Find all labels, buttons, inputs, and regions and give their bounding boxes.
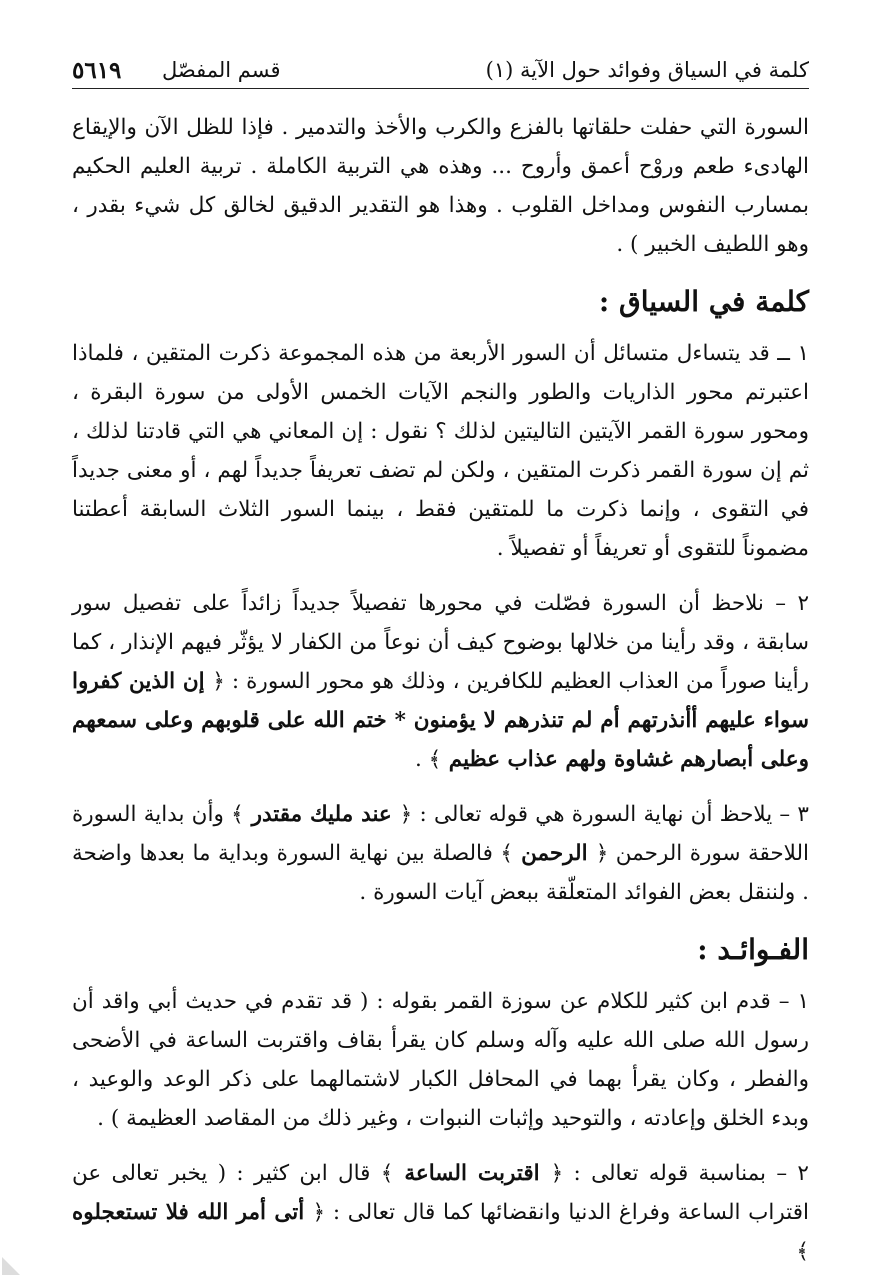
quote-close-bracket: ﴾ xyxy=(231,802,244,827)
context-paragraph-1: ١ ــ قد يتساءل متسائل أن السور الأربعة من هذه المجموعة ذكرت المتقين ، فلماذا اعتبرتم محور الذاريات والطور والنجم الآيات الخمس الأولى من سورة البقرة ، ومحور سورة القمر الآيتين التاليتين لذلك ؟ نقول : إن المعاني هي التي قادتنا لذلك ، ثم إن سورة القمر ذكرت المتقين ، ولكن لم تضف تعريفاً جديداً لهم ، أو معنى جديداً في التقوى ، وإنما ذكرت ما للمتقين فقط ، بينما السور الثلاث السابقة أعطتنا مضموناً للتقوى أو تعريفاً أو تفصيلاً . xyxy=(72,341,809,561)
page-content xyxy=(72,108,809,1283)
quran-quote xyxy=(231,802,412,827)
header-title: كلمة في السياق وفوائد حول الآية (١) xyxy=(485,58,809,82)
context-paragraph-2 xyxy=(72,584,809,779)
benefits-p2-mid: قال ابن كثير : ( يخبر تعالى عن اقتراب الساعة وفراغ الدنيا وانقضائها كما قال تعالى : xyxy=(72,1161,809,1225)
quote-close-bracket: ﴾ xyxy=(500,841,513,866)
quote-close-bracket: ﴾ xyxy=(380,1161,394,1186)
quote-text: أتى أمر الله فلا تستعجلوه xyxy=(72,1200,305,1225)
benefits-paragraph-2 xyxy=(72,1154,809,1271)
quote-open-bracket: ﴿ xyxy=(550,1161,564,1186)
quote-text: الرحمن xyxy=(521,841,588,866)
quote-text: عند مليك مقتدر xyxy=(251,802,392,827)
benefits-paragraph-1: ١ – قدم ابن كثير للكلام عن سوزة القمر بقوله : ( قد تقدم في حديث أبي واقد أن رسول الله صلى الله عليه وآله وسلم كان يقرأ بقاف واقتربت الساعة في الأضحى والفطر ، وكان يقرأ بهما في المحافل الكبار لاشتمالهما على ذكر الوعد والوعيد ، وبدء الخلق وإعادته ، والتوحيد وإثبات النبوات ، وغير ذلك من المقاصد العظيمة ) . xyxy=(72,989,809,1131)
quote-text: إن الذين كفروا سواء عليهم أأنذرتهم أم لم تنذرهم لا يؤمنون * ختم الله على قلوبهم وعلى سمعهم وعلى أبصارهم غشاوة ولهم عذاب عظيم xyxy=(72,669,809,772)
context-p3-start: ٣ – يلاحظ أن نهاية السورة هي قوله تعالى : xyxy=(419,802,809,827)
quran-quote xyxy=(500,841,608,866)
context-p2-text: ٢ – نلاحظ أن السورة فصّلت في محورها تفصيلاً جديداً زائداً على تفصيل سور سابقة ، وقد رأينا من خلالها بوضوح كيف أن نوعاً من الكفار لا يؤثّر فيهم الإنذار ، كما رأينا صوراً من العذاب العظيم للكافرين ، وذلك هو محور السورة : xyxy=(72,591,809,694)
quote-open-bracket: ﴿ xyxy=(212,669,225,694)
intro-paragraph: السورة التي حفلت حلقاتها بالفزع والكرب والأخذ والتدمير . فإذا للظل الآن والإيقاع الهادىء طعم وروْح أعمق وأروح ... وهذه هي التربية الكاملة . تربية العليم الحكيم بمسارب النفوس ومداخل القلوب . وهذا هو التقدير الدقيق لخالق كل شيء بقدر ، وهو اللطيف الخبير ) . xyxy=(72,115,809,257)
running-header xyxy=(72,48,809,89)
quote-text: اقتربت الساعة xyxy=(404,1161,540,1186)
page-number: ٥٦١٩ xyxy=(72,57,122,84)
header-section: قسم المفصّل xyxy=(162,58,281,82)
context-p2-end: . xyxy=(414,747,422,772)
quote-close-bracket: ﴾ xyxy=(796,1239,809,1264)
quote-open-bracket: ﴿ xyxy=(399,802,413,827)
context-paragraph-3 xyxy=(72,795,809,912)
context-p3-end: فالصلة بين نهاية السورة وبداية ما بعدها واضحة . ولننقل بعض الفوائد المتعلّقة ببعض آيات السورة . xyxy=(72,841,809,905)
quote-open-bracket: ﴿ xyxy=(312,1200,326,1225)
quran-quote xyxy=(381,1161,563,1186)
page-corner-mark xyxy=(0,1255,22,1277)
context-heading: كلمة في السياق : xyxy=(598,285,809,318)
quote-close-bracket: ﴾ xyxy=(428,747,442,772)
benefits-p2-start: ٢ – بمناسبة قوله تعالى : xyxy=(573,1161,809,1186)
quote-open-bracket: ﴿ xyxy=(595,841,609,866)
benefits-heading: الفـوائـد : xyxy=(697,933,809,966)
context-p3-mid: وأن بداية السورة اللاحقة سورة الرحمن xyxy=(72,802,809,866)
